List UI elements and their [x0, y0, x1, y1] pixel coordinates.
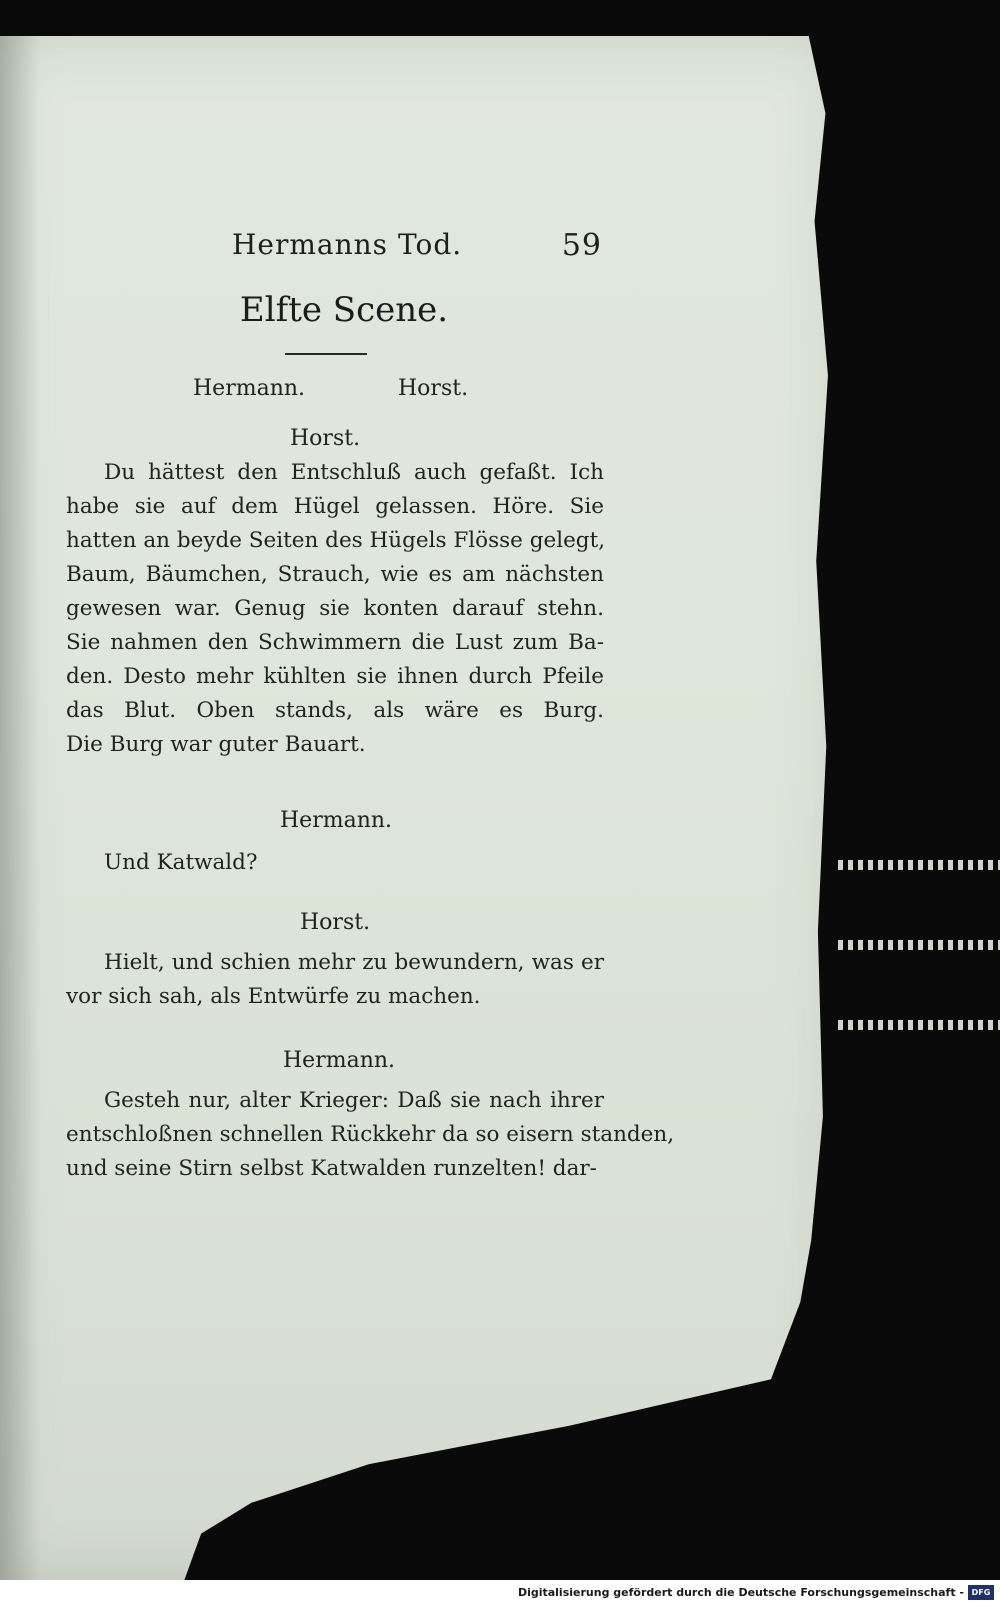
text-line: das Blut. Oben stands, als wäre es Burg.	[66, 698, 604, 723]
dialogue-block	[66, 846, 604, 880]
title-rule	[285, 353, 367, 355]
scan-edge-artifact	[838, 940, 1000, 950]
text-line: Und Katwald?	[104, 850, 258, 875]
scene-title: Elfte Scene.	[239, 290, 449, 330]
running-head-title: Hermanns Tod.	[232, 228, 463, 261]
text-line: habe sie auf dem Hügel gelassen. Höre. Sie	[66, 494, 604, 519]
dfg-logo: DFG	[968, 1585, 994, 1600]
text-line: hatten an beyde Seiten des Hügels Flösse gelegt,	[66, 528, 606, 553]
dialogue-block	[66, 946, 604, 1014]
book-page	[0, 36, 838, 1580]
cast-member: Hermann.	[193, 376, 306, 401]
text-line: vor sich sah, als Entwürfe zu machen.	[66, 984, 481, 1009]
page-number: 59	[561, 228, 602, 263]
speaker-name: Horst.	[300, 910, 371, 935]
scan-edge-artifact	[838, 1020, 1000, 1030]
text-line: Gesteh nur, alter Krieger: Daß sie nach ihrer	[104, 1088, 604, 1113]
text-line: Du hättest den Entschluß auch gefaßt. Ich	[104, 460, 604, 485]
speaker-name: Hermann.	[283, 1048, 396, 1073]
text-line: Die Burg war guter Bauart.	[66, 732, 366, 757]
text-line: gewesen war. Genug sie konten darauf stehn.	[66, 596, 604, 621]
scan-edge-artifact	[838, 860, 1000, 870]
speaker-name: Horst.	[290, 426, 361, 451]
text-line: Baum, Bäumchen, Strauch, wie es am nächsten	[66, 562, 604, 587]
text-line: und seine Stirn selbst Katwalden runzelten! dar-	[66, 1156, 597, 1181]
speaker-name: Hermann.	[280, 808, 393, 833]
text-line: den. Desto mehr kühlten sie ihnen durch Pfeile	[66, 664, 604, 689]
text-line: Sie nahmen den Schwimmern die Lust zum Ba-	[66, 630, 604, 655]
cast-list	[193, 376, 473, 401]
dialogue-block	[66, 1084, 675, 1186]
text-line: Hielt, und schien mehr zu bewundern, was er	[104, 950, 604, 975]
dialogue-block	[66, 456, 604, 762]
text-line: entschloßnen schnellen Rückkehr da so eisern standen,	[66, 1122, 675, 1147]
running-head	[232, 228, 602, 261]
footer-bar	[0, 1580, 1000, 1608]
funding-credit: Digitalisierung gefördert durch die Deutsche Forschungsgemeinschaft -	[517, 1586, 964, 1599]
cast-member: Horst.	[398, 376, 469, 401]
